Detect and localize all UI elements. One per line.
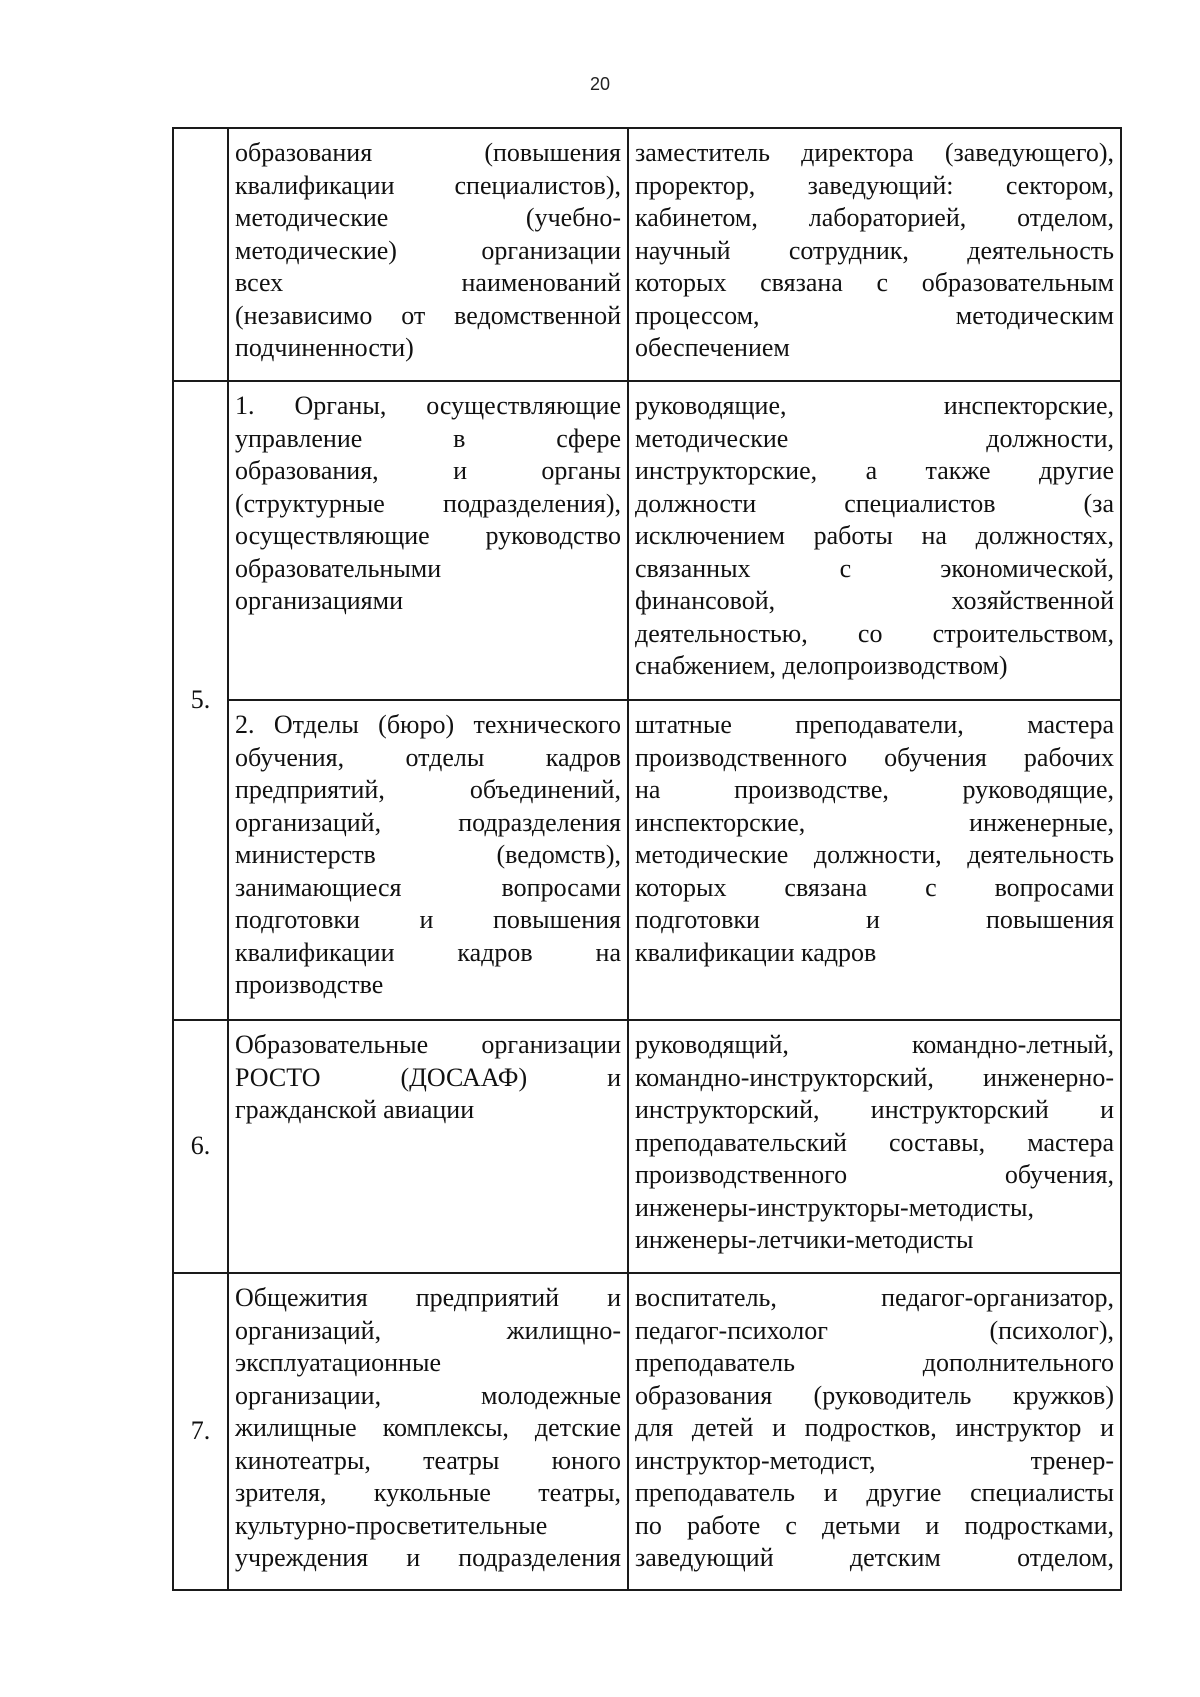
text-line: инспекторские, инженерные,	[635, 807, 1114, 837]
text-line: воспитатель, педагог-организатор,	[635, 1283, 1114, 1312]
text-line: руководящий, командно-летный,	[635, 1030, 1114, 1059]
text-line: по работе с детьми и подростками,	[635, 1510, 1114, 1540]
row-number-cell: 7.	[173, 1273, 228, 1590]
text-line: кинотеатры, театры юного	[235, 1445, 621, 1475]
text-line: обеспечением	[635, 333, 790, 362]
positions-cell	[628, 381, 1121, 700]
text-line: гражданской авиации	[235, 1095, 475, 1124]
text-line: преподаватель дополнительного	[635, 1348, 1114, 1377]
text-line: зрителя, кукольные театры,	[235, 1478, 621, 1507]
text-line: организациями	[235, 586, 403, 615]
text-line: преподавательский составы, мастера	[635, 1127, 1114, 1157]
text-line: квалификации специалистов),	[235, 170, 621, 200]
row-number-cell	[173, 128, 228, 381]
text-line: для детей и подростков, инструктор и	[635, 1413, 1114, 1442]
text-line: методические должности, деятельность	[635, 840, 1114, 869]
text-line: которых связана с вопросами	[635, 872, 1114, 902]
text-line: инженеры-летчики-методисты	[635, 1225, 974, 1254]
text-line: научный сотрудник, деятельность	[635, 235, 1114, 265]
positions-table	[172, 127, 1122, 1591]
text-line: предприятий, объединений,	[235, 775, 621, 804]
text-line: образовательными	[235, 553, 442, 583]
text-line: методические (учебно-	[235, 203, 621, 232]
text-line: эксплуатационные	[235, 1348, 441, 1377]
text-line: инструктор-методист, тренер-	[635, 1445, 1114, 1475]
text-line: связанных с экономической,	[635, 553, 1114, 583]
text-line: Общежития предприятий и	[235, 1283, 621, 1312]
text-line: методические должности,	[635, 423, 1114, 453]
text-line: командно-инструкторский, инженерно-	[635, 1062, 1114, 1092]
institution-cell	[228, 381, 628, 700]
text-line: подчиненности)	[235, 333, 414, 362]
text-line: образования (руководитель кружков)	[635, 1380, 1114, 1410]
text-line: образования (повышения	[235, 138, 621, 167]
text-line: руководящие, инспекторские,	[635, 391, 1114, 420]
text-line: преподаватель и другие специалисты	[635, 1478, 1114, 1507]
institution-cell	[228, 128, 628, 381]
text-line: учреждения и подразделения	[235, 1543, 621, 1572]
table-row	[173, 700, 1121, 1020]
text-line: снабжением, делопроизводством)	[635, 651, 1008, 680]
text-line: жилищные комплексы, детские	[235, 1413, 621, 1442]
text-line: производственного обучения,	[635, 1160, 1114, 1189]
row-number-cell: 5.	[173, 381, 228, 1020]
text-line: финансовой, хозяйственной	[635, 586, 1114, 615]
institution-cell	[228, 1273, 628, 1590]
text-line: инженеры-инструкторы-методисты,	[635, 1192, 1034, 1222]
text-line: кабинетом, лабораторией, отделом,	[635, 203, 1114, 232]
text-line: всех наименований	[235, 268, 621, 297]
text-line: образования, и органы	[235, 456, 621, 485]
text-line: проректор, заведующий: сектором,	[635, 170, 1114, 200]
text-line: 2. Отделы (бюро) технического	[235, 710, 621, 739]
institution-cell	[228, 1020, 628, 1273]
text-line: на производстве, руководящие,	[635, 775, 1114, 804]
text-line: РОСТО (ДОСААФ) и	[235, 1062, 621, 1092]
text-line: штатные преподаватели, мастера	[635, 710, 1114, 739]
text-line: методические) организации	[235, 235, 621, 265]
text-line: заведующий детским отделом,	[635, 1543, 1114, 1572]
text-line: осуществляющие руководство	[235, 521, 621, 550]
positions-cell	[628, 1020, 1121, 1273]
table-row	[173, 128, 1121, 381]
text-line: квалификации кадров	[635, 937, 877, 967]
text-line: процессом, методическим	[635, 300, 1114, 330]
text-line: обучения, отделы кадров	[235, 742, 621, 772]
text-line: исключением работы на должностях,	[635, 521, 1114, 550]
table-row	[173, 1020, 1121, 1273]
text-line: производственного обучения рабочих	[635, 742, 1114, 772]
row-number-cell: 6.	[173, 1020, 228, 1273]
positions-cell	[628, 128, 1121, 381]
text-line: квалификации кадров на	[235, 937, 621, 967]
text-line: педагог-психолог (психолог),	[635, 1315, 1114, 1345]
table-row	[173, 1273, 1121, 1590]
text-line: которых связана с образовательным	[635, 268, 1114, 297]
text-line: подготовки и повышения	[235, 905, 621, 934]
text-line: (структурные подразделения),	[235, 488, 621, 518]
institution-cell	[228, 700, 628, 1020]
text-line: организации, молодежные	[235, 1380, 621, 1410]
text-line: министерств (ведомств),	[235, 840, 621, 869]
text-line: инструкторский, инструкторский и	[635, 1095, 1114, 1124]
positions-cell	[628, 1273, 1121, 1590]
positions-cell	[628, 700, 1121, 1020]
text-line: заместитель директора (заведующего),	[635, 138, 1114, 167]
text-line: 1. Органы, осуществляющие	[235, 391, 621, 420]
text-line: деятельностью, со строительством,	[635, 618, 1114, 648]
text-line: инструкторские, а также другие	[635, 456, 1114, 485]
text-line: организаций, жилищно-	[235, 1315, 621, 1345]
text-line: занимающиеся вопросами	[235, 872, 621, 902]
text-line: Образовательные организации	[235, 1030, 621, 1059]
page-number: 20	[589, 74, 611, 94]
text-line: культурно-просветительные	[235, 1510, 548, 1540]
text-line: должности специалистов (за	[635, 488, 1114, 518]
text-line: подготовки и повышения	[635, 905, 1114, 934]
text-line: организаций, подразделения	[235, 807, 621, 837]
text-line: (независимо от ведомственной	[235, 300, 621, 330]
text-line: производстве	[235, 970, 384, 999]
table-row	[173, 381, 1121, 700]
text-line: управление в сфере	[235, 423, 621, 453]
